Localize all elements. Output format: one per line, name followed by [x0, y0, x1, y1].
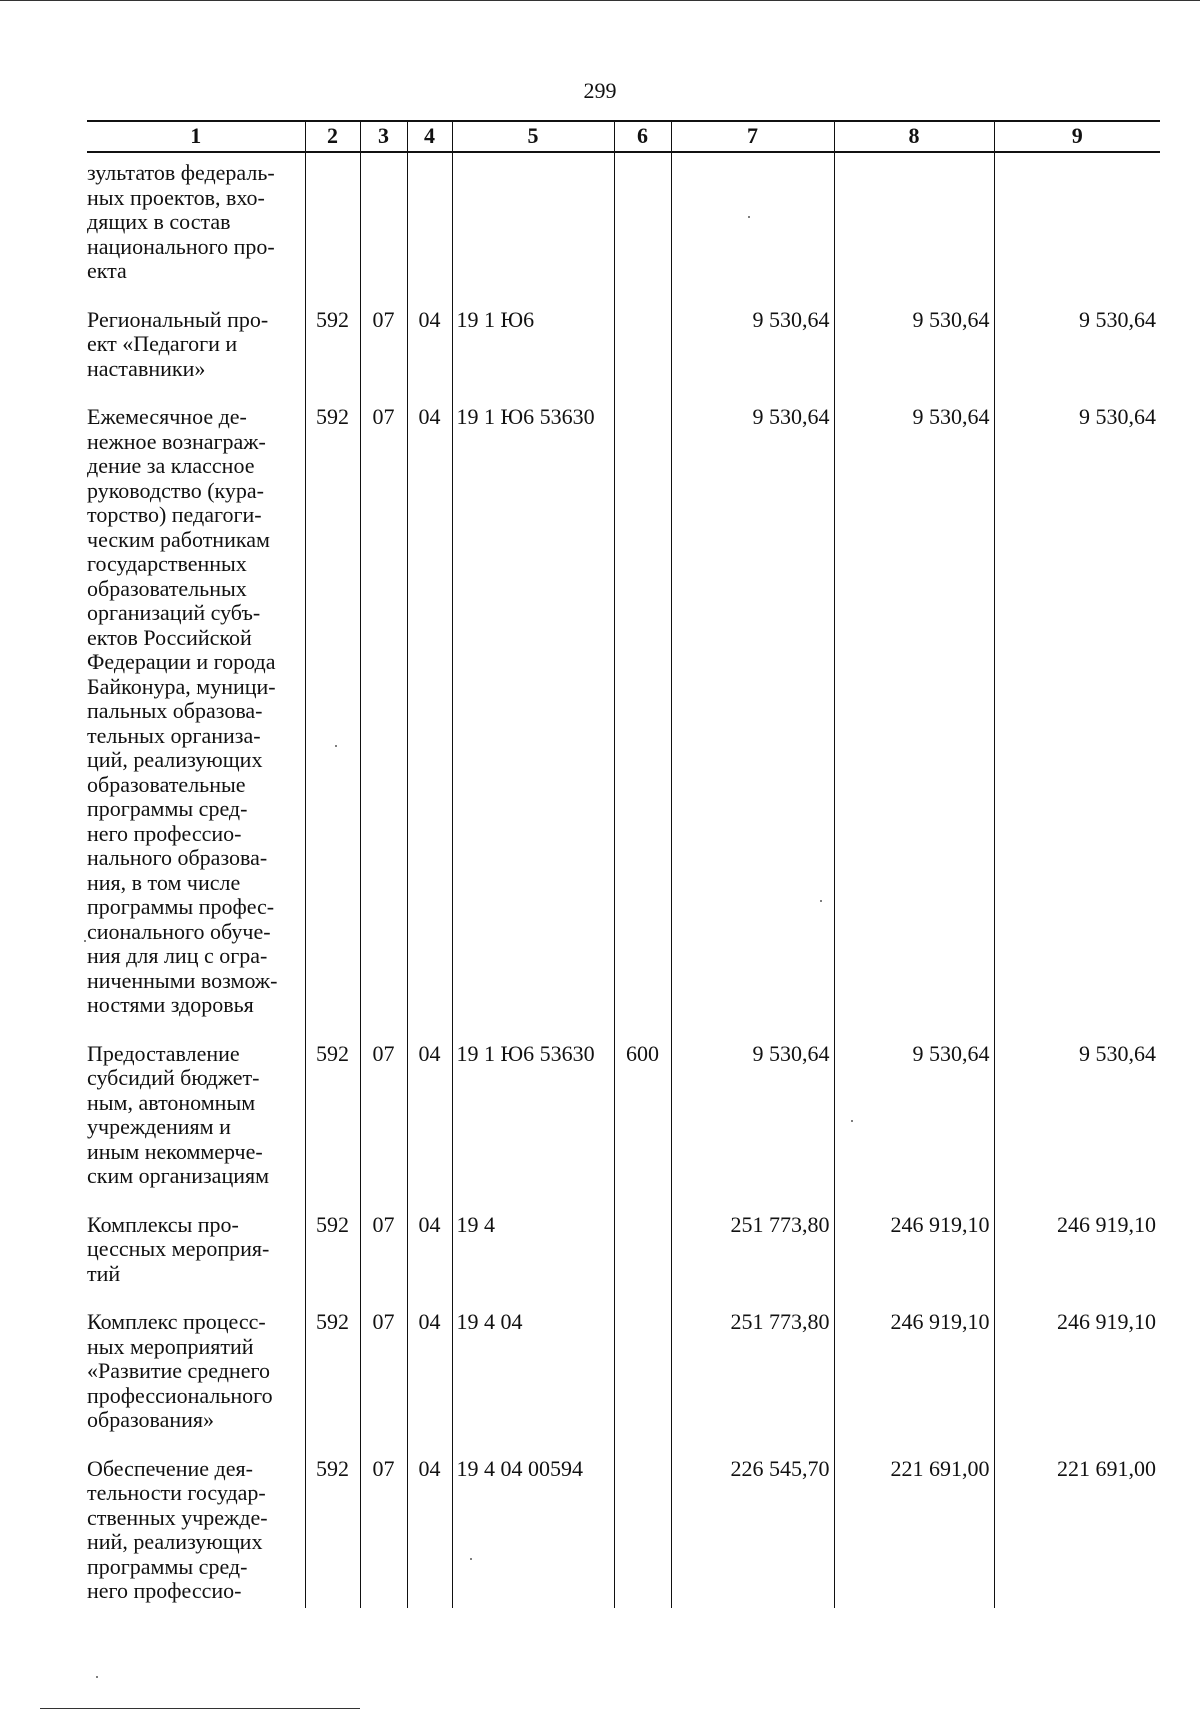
description-line: образования» [87, 1407, 215, 1432]
column-header-4: 4 [407, 121, 452, 152]
cell-subsection-code: 04 [407, 308, 452, 406]
row-description [87, 405, 305, 1042]
description-line: ским организациям [87, 1163, 270, 1188]
cell-subsection-code: 04 [407, 405, 452, 1042]
cell-target-article: 19 4 04 [452, 1310, 614, 1457]
budget-table [87, 120, 1160, 1608]
description-line: ектов Российской [87, 624, 252, 650]
cell-subsection-code: 04 [407, 1042, 452, 1213]
scan-speck [84, 940, 86, 942]
cell-section-code: 07 [360, 1042, 407, 1213]
description-line: ным, автономным [87, 1089, 256, 1115]
row-description [87, 152, 305, 308]
cell-expense-type [614, 1213, 671, 1311]
cell-expense-type: 600 [614, 1042, 671, 1213]
description-line: программы сред- [87, 1553, 248, 1579]
cell-section-code: 07 [360, 1213, 407, 1311]
cell-target-article: 19 4 04 00594 [452, 1457, 614, 1608]
description-line: Региональный про- [87, 306, 269, 332]
scan-speck [96, 1676, 98, 1678]
column-header-7: 7 [671, 121, 834, 152]
column-header-2: 2 [305, 121, 360, 152]
cell-amount-col7: 9 530,64 [671, 1042, 834, 1213]
scan-speck [748, 216, 750, 218]
table-row [87, 308, 1160, 406]
table-row [87, 1310, 1160, 1457]
row-description [87, 1213, 305, 1311]
cell-ministry-code: 592 [305, 1042, 360, 1213]
scan-speck [820, 900, 822, 902]
scan-speck [335, 745, 337, 747]
description-line: ственных учрежде- [87, 1504, 268, 1530]
cell-ministry-code: 592 [305, 1310, 360, 1457]
row-description [87, 1457, 305, 1608]
column-header-5: 5 [452, 121, 614, 152]
table-row [87, 405, 1160, 1042]
description-line: дение за классное [87, 453, 255, 478]
column-header-1: 1 [87, 121, 305, 152]
cell-amount-col7: 9 530,64 [671, 308, 834, 406]
cell-ministry-code: 592 [305, 1213, 360, 1311]
description-line: ных мероприятий [87, 1333, 254, 1359]
cell-amount-col8: 246 919,10 [834, 1213, 994, 1311]
scan-edge-mark [40, 1708, 360, 1709]
column-header-8: 8 [834, 121, 994, 152]
cell-section-code [360, 152, 407, 308]
description-line: образовательных [87, 575, 247, 601]
description-line: Комплекс процесс- [87, 1309, 266, 1334]
description-line: ных проектов, вхо- [87, 184, 265, 210]
description-line: ект «Педагоги и [87, 331, 238, 356]
description-line: цессных мероприя- [87, 1236, 270, 1261]
description-line: ностями здоровья [87, 992, 254, 1017]
cell-amount-col7: 9 530,64 [671, 405, 834, 1042]
cell-expense-type [614, 1457, 671, 1608]
cell-amount-col7 [671, 152, 834, 308]
column-header-6: 6 [614, 121, 671, 152]
description-line: ниченными возмож- [87, 967, 278, 993]
description-line: пальных образова- [87, 698, 263, 723]
table-row [87, 152, 1160, 308]
description-line: него профессио- [87, 1578, 242, 1603]
description-line: дящих в состав [87, 209, 231, 234]
cell-amount-col9: 9 530,64 [994, 405, 1160, 1042]
cell-amount-col8: 9 530,64 [834, 308, 994, 406]
cell-amount-col8 [834, 152, 994, 308]
description-line: зультатов федераль- [87, 160, 275, 185]
scan-speck [851, 1120, 853, 1122]
description-line: нежное вознаграж- [87, 428, 266, 454]
description-line: государственных [87, 551, 247, 576]
description-line: профессионального [87, 1382, 273, 1408]
cell-amount-col9: 246 919,10 [994, 1213, 1160, 1311]
cell-target-article: 19 1 Ю6 [452, 308, 614, 406]
description-line: Предоставление [87, 1040, 240, 1066]
column-header-3: 3 [360, 121, 407, 152]
cell-expense-type [614, 152, 671, 308]
description-line: наставники» [87, 355, 206, 381]
description-line: сионального обуче- [87, 918, 271, 944]
description-line: организаций субъ- [87, 600, 261, 625]
description-line: субсидий бюджет- [87, 1065, 260, 1090]
cell-subsection-code: 04 [407, 1457, 452, 1608]
cell-expense-type [614, 405, 671, 1042]
row-description [87, 1310, 305, 1457]
cell-amount-col7: 251 773,80 [671, 1310, 834, 1457]
budget-table-container [87, 120, 1160, 1608]
table-row [87, 1213, 1160, 1311]
table-header [87, 121, 1160, 152]
table-body [87, 152, 1160, 1608]
description-line: Байконура, муници- [87, 673, 276, 699]
scan-speck [470, 1558, 472, 1560]
cell-subsection-code: 04 [407, 1213, 452, 1311]
cell-subsection-code [407, 152, 452, 308]
cell-amount-col7: 226 545,70 [671, 1457, 834, 1608]
description-line: ния, в том числе [87, 869, 241, 895]
description-line: ческим работникам [87, 526, 270, 552]
cell-ministry-code [305, 152, 360, 308]
cell-section-code: 07 [360, 1310, 407, 1457]
cell-ministry-code: 592 [305, 405, 360, 1042]
table-row [87, 1042, 1160, 1213]
cell-target-article: 19 4 [452, 1213, 614, 1311]
cell-section-code: 07 [360, 405, 407, 1042]
cell-amount-col8: 221 691,00 [834, 1457, 994, 1608]
cell-amount-col9: 221 691,00 [994, 1457, 1160, 1608]
column-header-9: 9 [994, 121, 1160, 152]
scan-edge-mark [0, 0, 1200, 1]
description-line: Комплексы про- [87, 1211, 239, 1237]
cell-target-article [452, 152, 614, 308]
cell-expense-type [614, 308, 671, 406]
description-line: Ежемесячное де- [87, 404, 247, 429]
description-line: него профессио- [87, 820, 242, 846]
description-line: иным некоммерче- [87, 1138, 263, 1164]
description-line: ций, реализующих [87, 747, 263, 772]
description-line: руководство (кура- [87, 477, 264, 503]
description-line: национального про- [87, 233, 275, 259]
description-line: екта [87, 258, 127, 283]
description-line: ния для лиц с огра- [87, 943, 268, 968]
cell-amount-col8: 9 530,64 [834, 405, 994, 1042]
header-row [87, 121, 1160, 152]
page-number: 299 [583, 78, 617, 103]
cell-amount-col9: 9 530,64 [994, 1042, 1160, 1213]
description-line: тельных организа- [87, 722, 261, 748]
cell-subsection-code: 04 [407, 1310, 452, 1457]
cell-ministry-code: 592 [305, 1457, 360, 1608]
description-line: программы профес- [87, 894, 275, 919]
description-line: тий [87, 1260, 121, 1286]
description-line: программы сред- [87, 796, 248, 821]
cell-ministry-code: 592 [305, 308, 360, 406]
description-line: торство) педагоги- [87, 502, 262, 527]
cell-amount-col9: 9 530,64 [994, 308, 1160, 406]
description-line: «Развитие среднего [87, 1358, 270, 1383]
description-line: тельности государ- [87, 1480, 266, 1505]
cell-amount-col9: 246 919,10 [994, 1310, 1160, 1457]
cell-section-code: 07 [360, 1457, 407, 1608]
description-line: учреждениям и [87, 1114, 231, 1139]
cell-target-article: 19 1 Ю6 53630 [452, 405, 614, 1042]
table-row [87, 1457, 1160, 1608]
cell-amount-col9 [994, 152, 1160, 308]
cell-amount-col8: 9 530,64 [834, 1042, 994, 1213]
description-line: образовательные [87, 771, 246, 797]
cell-expense-type [614, 1310, 671, 1457]
row-description [87, 1042, 305, 1213]
cell-section-code: 07 [360, 308, 407, 406]
cell-target-article: 19 1 Ю6 53630 [452, 1042, 614, 1213]
description-line: Федерации и города [87, 649, 276, 674]
row-description [87, 308, 305, 406]
cell-amount-col8: 246 919,10 [834, 1310, 994, 1457]
cell-amount-col7: 251 773,80 [671, 1213, 834, 1311]
description-line: Обеспечение дея- [87, 1455, 253, 1481]
description-line: нального образова- [87, 845, 268, 870]
description-line: ний, реализующих [87, 1529, 263, 1554]
